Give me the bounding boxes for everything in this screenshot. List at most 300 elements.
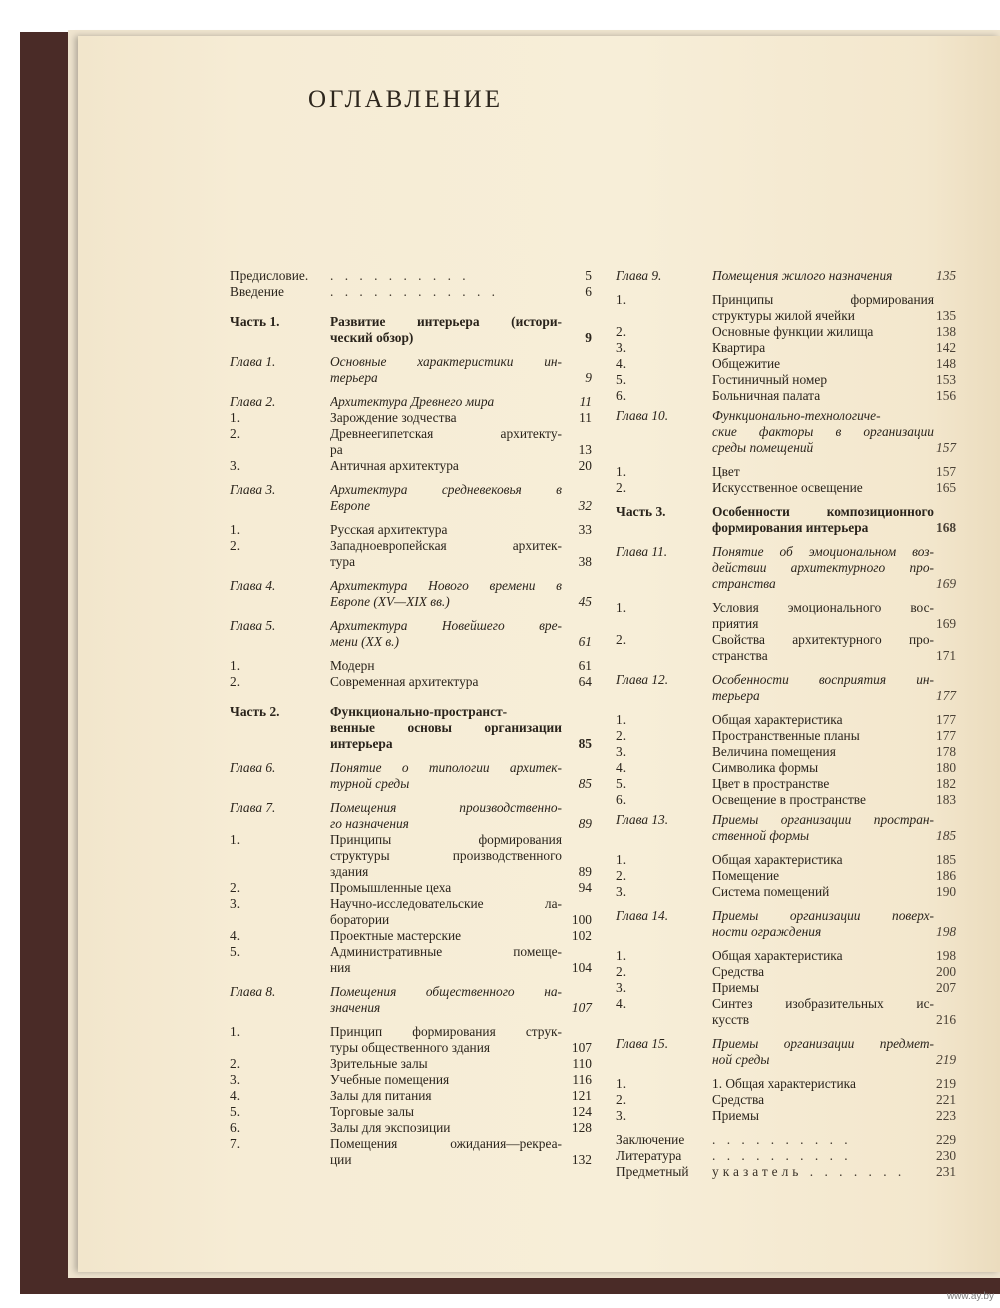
- toc-entry: [230, 1024, 592, 1056]
- toc-entry-title: [712, 324, 934, 340]
- toc-entry-number: 1.: [230, 832, 241, 847]
- toc-entry-page: 11: [579, 410, 592, 425]
- toc-entry-label: Введение: [230, 284, 284, 299]
- toc-entry: [230, 928, 592, 944]
- toc-entry-title-line: Освещение в пространстве: [712, 792, 866, 807]
- toc-entry-title: [330, 658, 562, 674]
- toc-entry-title-line: приятия: [712, 616, 759, 631]
- toc-entry-number: 1.: [230, 522, 241, 537]
- toc-entry-number: 1.: [616, 712, 627, 727]
- toc-entry-page: 219: [936, 1052, 957, 1067]
- toc-entry-page: 132: [571, 1152, 592, 1167]
- toc-entry-title-line: интерьера: [330, 736, 393, 751]
- toc-entry-number: 3.: [616, 340, 627, 355]
- toc-entry-title-line: Архитектура Древнего мира: [330, 394, 495, 409]
- toc-entry: [616, 712, 970, 728]
- toc-entry-title-line: Основные характеристики ин-: [330, 354, 562, 369]
- toc-entry-title-line: Помещение: [712, 868, 780, 883]
- toc-entry-title-line: Модерн: [330, 658, 375, 673]
- toc-entry-title: [330, 314, 562, 346]
- toc-entry-title: [712, 812, 934, 844]
- toc-entry-page: 157: [936, 464, 957, 479]
- toc-entry: [230, 880, 592, 896]
- toc-entry-title: [330, 618, 562, 650]
- toc-entry-title-line: Развитие интерьера (истори-: [330, 314, 562, 329]
- toc-entry-title-line: Функционально-пространст-: [330, 704, 508, 719]
- toc-entry-page: 171: [936, 648, 957, 663]
- toc-entry-title: [712, 372, 934, 388]
- toc-entry-label: Предисловие.: [230, 268, 309, 283]
- page-title: ОГЛАВЛЕНИЕ: [308, 86, 503, 113]
- toc-entry: [230, 1072, 592, 1088]
- toc-entry-number: Часть 1.: [230, 314, 280, 329]
- toc-entry-title-line: Условия эмоционального вос-: [712, 600, 934, 615]
- toc-entry-page: 20: [578, 458, 592, 473]
- toc-entry-title: [712, 908, 934, 940]
- toc-entry-title-line: Европе: [330, 498, 371, 513]
- toc-entry-page: 190: [936, 884, 957, 899]
- toc-entry-leader: . . . . . . . . . .: [712, 1148, 852, 1163]
- toc-entry-page: 94: [578, 880, 592, 895]
- toc-entry-title-line: Зрительные залы: [330, 1056, 428, 1071]
- toc-entry: [616, 1036, 970, 1068]
- toc-entry-title: [330, 1056, 562, 1072]
- toc-entry-number: Глава 11.: [616, 544, 668, 559]
- toc-entry-label: Предметный: [616, 1164, 689, 1179]
- toc-entry-page: 85: [578, 736, 592, 751]
- toc-entry-title-line: Приемы: [712, 1108, 759, 1123]
- toc-entry: [616, 388, 970, 404]
- toc-entry-number: 2.: [616, 480, 627, 495]
- toc-entry-title: [712, 996, 934, 1028]
- toc-entry-number: 2.: [616, 632, 627, 647]
- toc-entry-number: 1.: [616, 600, 627, 615]
- toc-entry: [616, 744, 970, 760]
- toc-entry-label: Литература: [616, 1148, 682, 1163]
- toc-entry-number: Глава 8.: [230, 984, 276, 999]
- toc-entry-page: 13: [578, 442, 592, 457]
- toc-entry-number: Глава 10.: [616, 408, 669, 423]
- toc-column-right: [616, 268, 970, 1180]
- toc-entry-title: [330, 832, 562, 880]
- toc-entry: [616, 464, 970, 480]
- toc-entry-number: Глава 6.: [230, 760, 276, 775]
- toc-entry-page: 5: [585, 268, 592, 283]
- toc-entry: [230, 578, 592, 610]
- toc-entry: [616, 868, 970, 884]
- toc-entry: [230, 410, 592, 426]
- toc-entry-title-line: здания: [330, 864, 369, 879]
- toc-entry-page: 102: [571, 928, 592, 943]
- toc-entry-title-line: Русская архитектура: [330, 522, 448, 537]
- toc-entry-page: 200: [936, 964, 957, 979]
- toc-column-left: [230, 268, 592, 1168]
- toc-entry-page: 11: [579, 394, 592, 409]
- toc-entry-number: 3.: [616, 1108, 627, 1123]
- toc-entry-number: 1.: [616, 292, 627, 307]
- toc-entry-number: 2.: [616, 868, 627, 883]
- toc-entry-title-line: Синтез изобразительных ис-: [712, 996, 934, 1011]
- toc-entry-page: 135: [936, 308, 957, 323]
- toc-entry-title: [330, 410, 562, 426]
- toc-entry-title-line: Особенности восприятия ин-: [712, 672, 934, 687]
- toc-entry-title: [712, 884, 934, 900]
- toc-entry-title-line: Европе (XV—XIX вв.): [330, 594, 450, 609]
- toc-entry-number: Глава 12.: [616, 672, 669, 687]
- toc-entry: [616, 504, 970, 536]
- toc-entry-page: 230: [936, 1148, 957, 1163]
- toc-entry-page: 185: [936, 828, 957, 843]
- toc-entry-page: 9: [585, 330, 592, 345]
- toc-entry-title-line: терьера: [712, 688, 760, 703]
- toc-entry-number: 1.: [230, 410, 241, 425]
- toc-entry-title-line: Помещения жилого назначения: [712, 268, 893, 283]
- toc-entry: [616, 632, 970, 664]
- toc-entry-title-line: Архитектура средневековья в: [330, 482, 562, 497]
- toc-entry-label: Заключение: [616, 1132, 685, 1147]
- toc-entry-page: 198: [936, 924, 957, 939]
- toc-entry-number: Глава 4.: [230, 578, 276, 593]
- toc-entry-number: 2.: [230, 426, 241, 441]
- toc-entry-title-line: Общежитие: [712, 356, 781, 371]
- toc-entry-page: 107: [571, 1040, 592, 1055]
- toc-entry-title: [712, 388, 934, 404]
- toc-entry-page: 89: [578, 816, 592, 831]
- toc-entry-title: [330, 522, 562, 538]
- toc-entry-title: [712, 600, 934, 632]
- toc-entry: [616, 292, 970, 324]
- toc-entry: [616, 1132, 970, 1148]
- toc-entry-title-line: Архитектура Нового времени в: [330, 578, 562, 593]
- toc-entry-number: 1.: [616, 852, 627, 867]
- toc-entry-title-line: Античная архитектура: [330, 458, 459, 473]
- toc-entry-number: Часть 2.: [230, 704, 280, 719]
- toc-entry-title-line: структуры производственного: [330, 848, 562, 863]
- toc-entry-title: [712, 948, 934, 964]
- toc-entry: [230, 704, 592, 752]
- toc-entry-title-line: Приемы организации простран-: [712, 812, 934, 827]
- toc-entry-page: 9: [585, 370, 592, 385]
- toc-entry-number: 2.: [616, 964, 627, 979]
- toc-entry-page: 89: [578, 864, 592, 879]
- toc-entry-title-line: Помещения ожидания—рекреа-: [330, 1136, 562, 1151]
- toc-entry: [230, 538, 592, 570]
- toc-entry: [616, 268, 970, 284]
- toc-entry-title: [330, 760, 562, 792]
- toc-entry: [230, 354, 592, 386]
- toc-entry-page: 61: [578, 658, 592, 673]
- toc-entry-title: [712, 464, 934, 480]
- toc-entry-number: 3.: [616, 744, 627, 759]
- toc-entry-title-line: Западноевропейская архитек-: [330, 538, 562, 553]
- toc-entry-page: 177: [936, 688, 957, 703]
- toc-entry-number: 2.: [230, 674, 241, 689]
- toc-entry: [616, 544, 970, 592]
- toc-entry-title: [330, 458, 562, 474]
- toc-entry-title: [712, 1036, 934, 1068]
- toc-entry-number: 3.: [616, 884, 627, 899]
- toc-entry-page: 135: [936, 268, 957, 283]
- toc-entry-leader: указатель . . . . . . .: [712, 1164, 906, 1179]
- toc-entry: [616, 852, 970, 868]
- toc-entry-title-line: ности ограждения: [712, 924, 822, 939]
- toc-entry: [230, 1120, 592, 1136]
- toc-entry-title: [330, 1024, 562, 1056]
- toc-entry-title-line: ции: [330, 1152, 352, 1167]
- toc-entry-number: 2.: [230, 1056, 241, 1071]
- toc-entry-number: 3.: [230, 896, 241, 911]
- toc-entry-title-line: Промышленные цеха: [330, 880, 452, 895]
- toc-entry-title: [330, 984, 562, 1016]
- toc-entry-number: 4.: [616, 996, 627, 1011]
- toc-entry-page: 223: [936, 1108, 957, 1123]
- toc-entry: [230, 674, 592, 690]
- toc-entry-page: 157: [936, 440, 957, 455]
- toc-entry-title: [712, 964, 934, 980]
- toc-entry-title: [330, 578, 562, 610]
- toc-entry-page: 116: [572, 1072, 592, 1087]
- toc-entry-title: [712, 268, 934, 284]
- toc-entry-title: [330, 426, 562, 458]
- toc-entry-title-line: Символика формы: [712, 760, 819, 775]
- toc-entry-title-line: Величина помещения: [712, 744, 836, 759]
- toc-entry-leader: . . . . . . . . . .: [712, 1132, 852, 1147]
- toc-entry-title-line: Приемы организации предмет-: [712, 1036, 934, 1051]
- toc-entry-title-line: Зарождение зодчества: [330, 410, 457, 425]
- toc-entry-page: 124: [571, 1104, 592, 1119]
- toc-entry-title-line: тура: [330, 554, 356, 569]
- toc-entry-title-line: боратории: [330, 912, 390, 927]
- toc-entry-number: 2.: [616, 324, 627, 339]
- toc-entry-title-line: Общая характеристика: [712, 852, 843, 867]
- toc-entry-number: 4.: [616, 760, 627, 775]
- toc-entry-title-line: Понятие о типологии архитек-: [330, 760, 562, 775]
- toc-entry-title: [712, 792, 934, 808]
- toc-entry: [616, 980, 970, 996]
- toc-entry-page: 221: [936, 1092, 957, 1107]
- toc-entry-page: 153: [936, 372, 957, 387]
- toc-entry: [616, 908, 970, 940]
- toc-entry-title-line: Приемы: [712, 980, 759, 995]
- toc-entry: [616, 1092, 970, 1108]
- toc-entry-number: 7.: [230, 1136, 241, 1151]
- toc-entry-number: 1.: [616, 948, 627, 963]
- toc-entry-page: 61: [578, 634, 592, 649]
- toc-entry-title-line: структуры жилой ячейки: [712, 308, 855, 323]
- toc-entry-number: 2.: [616, 1092, 627, 1107]
- toc-entry: [230, 284, 592, 300]
- toc-entry-page: 168: [936, 520, 957, 535]
- toc-entry-title-line: странства: [712, 648, 768, 663]
- toc-entry: [616, 408, 970, 456]
- toc-entry-title-line: Средства: [712, 964, 765, 979]
- toc-entry-number: 2.: [616, 728, 627, 743]
- toc-entry-page: 169: [936, 576, 957, 591]
- toc-entry: [230, 268, 592, 284]
- toc-entry-page: 104: [571, 960, 592, 975]
- toc-entry: [616, 356, 970, 372]
- toc-entry-title-line: ра: [330, 442, 343, 457]
- toc-entry-title: [712, 728, 934, 744]
- toc-entry-number: 4.: [230, 1088, 241, 1103]
- toc-entry-title-line: ственной формы: [712, 828, 810, 843]
- toc-entry-number: 2.: [230, 880, 241, 895]
- toc-entry-number: Глава 9.: [616, 268, 662, 283]
- toc-entry-title: [712, 760, 934, 776]
- toc-entry-number: 4.: [616, 356, 627, 371]
- toc-entry-number: Глава 14.: [616, 908, 669, 923]
- toc-entry-title: [330, 482, 562, 514]
- toc-entry: [230, 458, 592, 474]
- toc-entry: [230, 394, 592, 410]
- toc-entry-title: [712, 776, 934, 792]
- toc-entry-number: 5.: [616, 372, 627, 387]
- toc-entry-title-line: го назначения: [330, 816, 409, 831]
- toc-entry-number: Глава 5.: [230, 618, 276, 633]
- toc-entry-title: [712, 544, 934, 592]
- toc-entry-page: 231: [936, 1164, 957, 1179]
- toc-entry-title-line: Принципы формирования: [712, 292, 934, 307]
- toc-entry: [230, 896, 592, 928]
- toc-entry: [616, 792, 970, 808]
- toc-entry-title-line: Цвет в пространстве: [712, 776, 830, 791]
- toc-entry-title-line: Общая характеристика: [712, 948, 843, 963]
- toc-entry-title-line: среды помещений: [712, 440, 814, 455]
- toc-entry-title: [712, 340, 934, 356]
- toc-entry-title: [712, 1108, 934, 1124]
- toc-entry: [616, 1108, 970, 1124]
- toc-entry: [616, 996, 970, 1028]
- toc-entry-number: Глава 2.: [230, 394, 276, 409]
- toc-entry-title: [712, 480, 934, 496]
- toc-entry-number: 6.: [230, 1120, 241, 1135]
- toc-entry: [616, 1076, 970, 1092]
- toc-entry-page: 216: [936, 1012, 957, 1027]
- toc-entry-number: 1.: [230, 1024, 241, 1039]
- toc-entry: [230, 658, 592, 674]
- toc-entry-title-line: ские факторы в организации: [712, 424, 934, 439]
- toc-entry: [616, 964, 970, 980]
- toc-entry: [230, 1136, 592, 1168]
- toc-entry-page: 169: [936, 616, 957, 631]
- toc-entry-title-line: ческий обзор): [330, 330, 414, 345]
- toc-entry-title-line: Пространственные планы: [712, 728, 860, 743]
- toc-entry-title-line: Основные функции жилища: [712, 324, 874, 339]
- toc-entry-title-line: ной среды: [712, 1052, 770, 1067]
- toc-entry-title: [330, 704, 562, 752]
- toc-entry-page: 128: [571, 1120, 592, 1135]
- toc-entry-title-line: Система помещений: [712, 884, 830, 899]
- toc-entry-title: [330, 1136, 562, 1168]
- toc-entry-title-line: 1. Общая характеристика: [712, 1076, 856, 1091]
- toc-entry: [230, 1104, 592, 1120]
- toc-entry-title-line: Научно-исследовательские ла-: [330, 896, 562, 911]
- toc-entry-page: 185: [936, 852, 957, 867]
- toc-entry-title: [330, 896, 562, 928]
- toc-entry: [230, 618, 592, 650]
- toc-entry-title: [330, 1120, 562, 1136]
- toc-entry-page: 33: [578, 522, 592, 537]
- toc-entry-title: [712, 672, 934, 704]
- toc-entry-title: [330, 928, 562, 944]
- toc-entry-page: 100: [571, 912, 592, 927]
- toc-entry-page: 85: [578, 776, 592, 791]
- toc-entry-number: 5.: [230, 1104, 241, 1119]
- toc-entry-title: [712, 744, 934, 760]
- toc-entry-title-line: Приемы организации поверх-: [712, 908, 934, 923]
- toc-entry-title: [712, 356, 934, 372]
- toc-entry-page: 64: [578, 674, 592, 689]
- toc-entry-title: [712, 1076, 934, 1092]
- toc-entry-title-line: Принцип формирования струк-: [330, 1024, 562, 1039]
- toc-entry-title-line: Учебные помещения: [330, 1072, 450, 1087]
- toc-entry-title-line: Древнеегипетская архитекту-: [330, 426, 562, 441]
- toc-entry-title: [330, 674, 562, 690]
- toc-entry-number: 1.: [230, 658, 241, 673]
- toc-entry-page: 178: [936, 744, 957, 759]
- toc-entry: [616, 884, 970, 900]
- toc-entry-title-line: Функционально-технологиче-: [712, 408, 881, 423]
- toc-entry-page: 198: [936, 948, 957, 963]
- toc-entry-page: 121: [571, 1088, 592, 1103]
- toc-entry: [616, 760, 970, 776]
- toc-entry-title-line: Современная архитектура: [330, 674, 479, 689]
- toc-entry-title-line: Цвет: [712, 464, 740, 479]
- toc-entry-page: 45: [578, 594, 592, 609]
- toc-entry-leader: . . . . . . . . . .: [330, 268, 470, 283]
- toc-entry: [230, 800, 592, 832]
- toc-entry-title-line: Принципы формирования: [330, 832, 562, 847]
- toc-entry-page: 38: [578, 554, 592, 569]
- toc-entry-title: [712, 292, 934, 324]
- toc-entry-page: 180: [936, 760, 957, 775]
- toc-entry-page: 183: [936, 792, 957, 807]
- toc-entry: [230, 984, 592, 1016]
- toc-entry: [616, 728, 970, 744]
- toc-entry-number: Глава 1.: [230, 354, 276, 369]
- toc-entry-title-line: Квартира: [712, 340, 766, 355]
- toc-entry-number: Глава 7.: [230, 800, 276, 815]
- toc-entry-title-line: Понятие об эмоциональном воз-: [712, 544, 934, 559]
- toc-entry-title-line: Проектные мастерские: [330, 928, 462, 943]
- toc-entry-title-line: Помещения производственно-: [330, 800, 562, 815]
- toc-entry-page: 156: [936, 388, 957, 403]
- toc-entry-title: [330, 354, 562, 386]
- toc-entry-page: 32: [578, 498, 592, 513]
- toc-entry-title-line: странства: [712, 576, 776, 591]
- toc-entry-number: 5.: [230, 944, 241, 959]
- toc-entry-title: [712, 852, 934, 868]
- toc-entry: [616, 948, 970, 964]
- toc-entry-page: 165: [936, 480, 957, 495]
- toc-entry: [230, 426, 592, 458]
- toc-entry: [230, 1056, 592, 1072]
- toc-entry-title-line: формирования интерьера: [712, 520, 869, 535]
- toc-entry-title: [330, 1104, 562, 1120]
- toc-entry-title-line: Гостиничный номер: [712, 372, 828, 387]
- toc-entry-title-line: Залы для питания: [330, 1088, 432, 1103]
- watermark: www.ay.by: [946, 1291, 994, 1302]
- toc-entry: [616, 480, 970, 496]
- toc-entry-page: 107: [571, 1000, 592, 1015]
- toc-entry-title-line: Свойства архитектурного про-: [712, 632, 934, 647]
- toc-entry-title: [330, 538, 562, 570]
- toc-entry-title-line: ния: [330, 960, 351, 975]
- toc-entry-title-line: кусств: [712, 1012, 750, 1027]
- toc-entry: [230, 760, 592, 792]
- toc-entry: [616, 324, 970, 340]
- toc-entry: [616, 812, 970, 844]
